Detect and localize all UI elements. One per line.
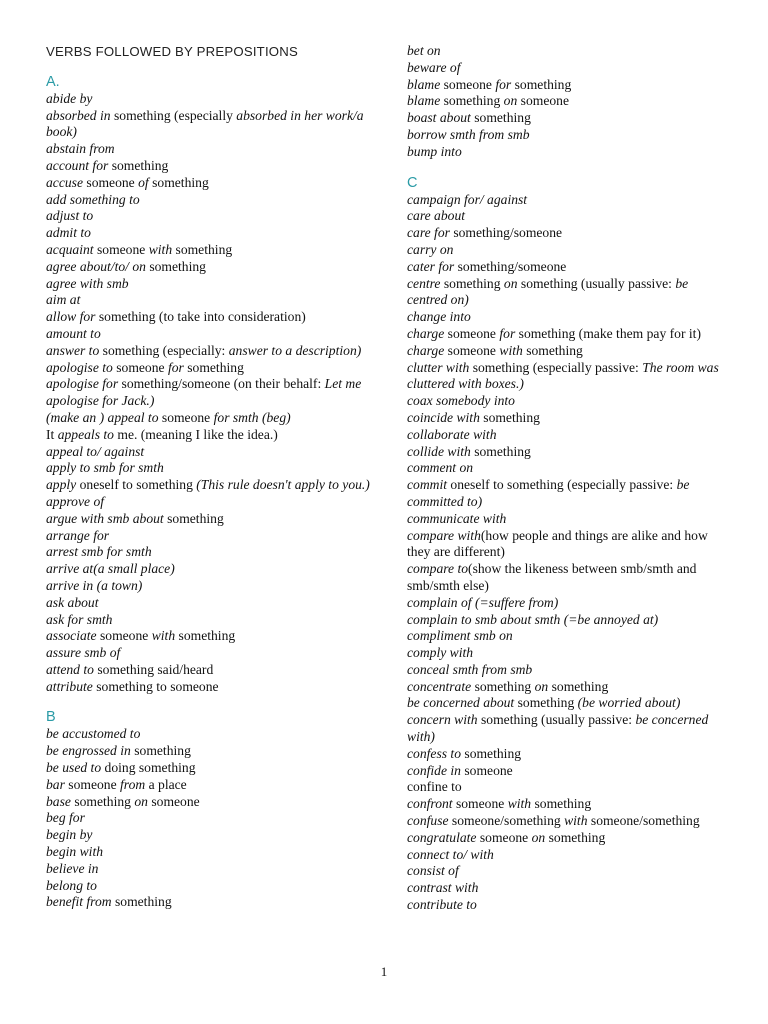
- verb-entry: [46, 528, 376, 545]
- entry-verb-phrase: be concerned with): [407, 712, 709, 745]
- verb-entry: [46, 175, 376, 192]
- entry-verb-phrase: for smth (beg): [213, 409, 291, 425]
- entry-verb-phrase: allow for: [46, 309, 96, 325]
- entry-text: someone: [440, 76, 496, 92]
- entry-text: something (especially passive:: [469, 359, 643, 375]
- entry-verb-phrase: arrive at(a small place): [46, 561, 175, 577]
- entry-verb-phrase: (make an ) appeal to: [46, 409, 159, 425]
- entry-verb-phrase: be accustomed to: [46, 726, 141, 742]
- verb-entry: [407, 679, 725, 696]
- entry-verb-phrase: comply with: [407, 645, 474, 661]
- entry-verb-phrase: care for: [407, 225, 450, 241]
- page-title: VERBS FOLLOWED BY PREPOSITIONS: [46, 44, 298, 59]
- verb-entry: [46, 612, 376, 629]
- entry-text: someone/something: [587, 813, 700, 829]
- entry-verb-phrase: belong to: [46, 877, 97, 893]
- entry-text: It: [46, 426, 58, 442]
- entry-verb-phrase: concentrate: [407, 678, 472, 694]
- verb-entry: [46, 292, 376, 309]
- entry-verb-phrase: compare with: [407, 527, 481, 543]
- entry-text: something: [479, 409, 540, 425]
- entry-text: something: [470, 443, 531, 459]
- verb-entry: [46, 561, 376, 578]
- verb-entry: [46, 309, 376, 326]
- entry-verb-phrase: ask about: [46, 594, 99, 610]
- entry-text: something: [522, 342, 583, 358]
- entry-verb-phrase: benefit from: [46, 894, 112, 910]
- entry-text: something: [163, 510, 224, 526]
- entry-verb-phrase: centre: [407, 275, 441, 291]
- section-heading: B: [46, 709, 56, 726]
- verb-entry: [46, 544, 376, 561]
- entry-text: someone: [517, 93, 569, 109]
- entry-verb-phrase: complain to smb about smth (=be annoyed at): [407, 611, 659, 627]
- entry-text: someone: [476, 829, 532, 845]
- entry-text: something: [545, 829, 606, 845]
- entry-verb-phrase: absorbed in her work/a book): [46, 107, 364, 140]
- verb-entry: [46, 460, 376, 477]
- entry-verb-phrase: base: [46, 793, 71, 809]
- verb-entry: [407, 695, 725, 712]
- verb-entry: [407, 192, 725, 209]
- entry-verb-phrase: confess to: [407, 745, 461, 761]
- entry-verb-phrase: be committed to): [407, 477, 690, 509]
- entry-verb-phrase: coincide with: [407, 409, 480, 425]
- verb-entry: [407, 393, 725, 410]
- section-heading: C: [407, 174, 418, 191]
- entry-verb-phrase: agree with smb: [46, 275, 129, 291]
- entry-text: someone: [452, 796, 508, 812]
- entry-verb-phrase: congratulate: [407, 829, 477, 845]
- entry-verb-phrase: conceal smth from smb: [407, 661, 533, 677]
- entry-text: something (especially:: [99, 342, 229, 358]
- entry-text: someone: [64, 776, 121, 792]
- entry-text: someone: [147, 793, 200, 809]
- verb-entry: [407, 477, 725, 511]
- entry-verb-phrase: approve of: [46, 493, 105, 509]
- verb-entry: [46, 595, 376, 612]
- entry-verb-phrase: believe in: [46, 860, 99, 876]
- entry-text: something: [511, 76, 572, 92]
- entry-verb-phrase: argue with smb about: [46, 510, 164, 526]
- entry-verb-phrase: for: [495, 76, 512, 92]
- verb-entry: [407, 897, 725, 914]
- verb-entry: [407, 309, 725, 326]
- entry-verb-phrase: campaign for/ against: [407, 191, 528, 207]
- verb-entry: [46, 276, 376, 293]
- entry-text: something: [175, 628, 236, 644]
- entry-text: something (usually passive:: [477, 712, 636, 728]
- entry-verb-phrase: ask for smth: [46, 611, 113, 627]
- entry-text: someone: [444, 342, 500, 358]
- verb-entry: [46, 326, 376, 343]
- entry-verb-phrase: with: [151, 628, 176, 644]
- entry-text: something/someone: [454, 258, 567, 274]
- entry-text: someone: [112, 359, 168, 375]
- entry-verb-phrase: add something to: [46, 191, 140, 207]
- verb-entry: [46, 242, 376, 259]
- verb-entry: [407, 360, 725, 394]
- verb-entry: [46, 760, 376, 777]
- entry-text: something: [130, 743, 191, 759]
- entry-verb-phrase: appeals to: [57, 426, 114, 442]
- verb-entry: [46, 511, 376, 528]
- entry-text: something: [145, 258, 206, 274]
- right-column: [407, 43, 725, 914]
- verb-entry: [407, 326, 725, 343]
- entry-text: doing something: [101, 760, 196, 776]
- entry-text: something (to take into consideration): [95, 309, 306, 325]
- entry-verb-phrase: with: [507, 796, 532, 812]
- entry-verb-phrase: change into: [407, 309, 471, 325]
- verb-entry: [407, 144, 725, 161]
- entry-verb-phrase: attribute: [46, 678, 93, 694]
- entry-text: something/someone (on their behalf:: [118, 376, 325, 392]
- verb-entry: [46, 376, 376, 410]
- entry-verb-phrase: be centred on): [407, 275, 689, 308]
- entry-verb-phrase: cater for: [407, 258, 455, 274]
- verb-entry: [407, 813, 725, 830]
- entry-text: something: [531, 796, 592, 812]
- entry-verb-phrase: connect to/ with: [407, 846, 494, 862]
- verb-entry: [46, 158, 376, 175]
- entry-text: someone: [83, 174, 139, 190]
- entry-verb-phrase: apply to smb for smth: [46, 460, 164, 476]
- verb-entry: [46, 91, 376, 108]
- entry-text: something (usually passive:: [517, 275, 676, 291]
- entry-text: something: [108, 157, 169, 173]
- verb-entry: [407, 127, 725, 144]
- verb-entry: [407, 880, 725, 897]
- entry-text: something: [183, 359, 244, 375]
- entry-verb-phrase: attend to: [46, 661, 94, 677]
- entry-verb-phrase: assure smb of: [46, 645, 121, 661]
- entry-verb-phrase: acquaint: [46, 241, 94, 257]
- verb-entry: [407, 528, 725, 562]
- entry-verb-phrase: confide in: [407, 762, 461, 778]
- entry-verb-phrase: be used to: [46, 760, 102, 776]
- verb-entry: [407, 796, 725, 813]
- entry-verb-phrase: with: [148, 241, 173, 257]
- entry-text: someone: [444, 325, 500, 341]
- entry-verb-phrase: admit to: [46, 225, 91, 241]
- entry-verb-phrase: (be worried about): [577, 695, 681, 711]
- verb-entry: [407, 645, 725, 662]
- entry-verb-phrase: with: [499, 342, 523, 358]
- entry-verb-phrase: charge: [407, 325, 445, 341]
- verb-entry: [46, 343, 376, 360]
- entry-verb-phrase: carry on: [407, 241, 454, 257]
- entry-text: oneself to something: [76, 477, 197, 493]
- entry-text: something: [70, 793, 135, 809]
- verb-entry: [407, 110, 725, 127]
- section-heading: A.: [46, 73, 60, 90]
- entry-verb-phrase: with: [564, 813, 588, 829]
- verb-entry: [407, 225, 725, 242]
- verb-entry: [46, 259, 376, 276]
- verb-entry: [407, 612, 725, 629]
- entry-verb-phrase: care about: [407, 208, 466, 224]
- verb-entry: [46, 844, 376, 861]
- verb-entry: [407, 43, 725, 60]
- entry-text: someone: [460, 762, 513, 778]
- verb-entry: [46, 827, 376, 844]
- entry-verb-phrase: for: [499, 325, 516, 341]
- entry-text: something: [172, 241, 233, 257]
- entry-verb-phrase: beware of: [407, 59, 461, 75]
- verb-entry: [46, 477, 376, 494]
- entry-text: something: [461, 745, 522, 761]
- entry-verb-phrase: contribute to: [407, 897, 477, 913]
- entry-verb-phrase: on: [503, 93, 518, 109]
- entry-verb-phrase: commit: [407, 477, 448, 493]
- entry-text: a place: [145, 776, 187, 792]
- entry-verb-phrase: abstain from: [46, 141, 115, 157]
- entry-verb-phrase: compliment smb on: [407, 628, 513, 644]
- verb-entry: [407, 595, 725, 612]
- entry-verb-phrase: answer to: [46, 342, 100, 358]
- entry-verb-phrase: adjust to: [46, 208, 94, 224]
- verb-entry: [46, 192, 376, 209]
- entry-verb-phrase: concern with: [407, 712, 478, 728]
- verb-entry: [407, 60, 725, 77]
- entry-text: something: [148, 174, 209, 190]
- verb-entry: [46, 360, 376, 377]
- entry-verb-phrase: charge: [407, 342, 445, 358]
- verb-entry: [46, 427, 376, 444]
- verb-entry: [407, 847, 725, 864]
- entry-verb-phrase: amount to: [46, 325, 101, 341]
- entry-verb-phrase: absorbed in: [46, 107, 111, 123]
- verb-entry: [407, 93, 725, 110]
- entry-verb-phrase: The room was cluttered with boxes.): [407, 359, 719, 392]
- verb-entry: [46, 679, 376, 696]
- verb-entry: [407, 746, 725, 763]
- entry-text: (show the likeness between smb/smth and smb/smth else): [407, 561, 697, 593]
- entry-text: (how people and things are alike and how they are different): [407, 527, 708, 560]
- entry-verb-phrase: collide with: [407, 443, 471, 459]
- entry-verb-phrase: apply: [46, 477, 77, 493]
- entry-text: something: [470, 110, 531, 126]
- verb-entry: [407, 863, 725, 880]
- entry-text: something (especially: [110, 107, 237, 123]
- entry-text: someone: [158, 409, 214, 425]
- verb-entry: [407, 242, 725, 259]
- entry-verb-phrase: bet on: [407, 43, 441, 58]
- entry-verb-phrase: abide by: [46, 90, 93, 106]
- entry-verb-phrase: boast about: [407, 110, 471, 126]
- verb-entry: [407, 427, 725, 444]
- verb-entry: [407, 511, 725, 528]
- entry-text: something to someone: [92, 678, 219, 694]
- verb-entry: [46, 662, 376, 679]
- verb-entry: [46, 794, 376, 811]
- entry-verb-phrase: arrest smb for smth: [46, 544, 152, 560]
- entry-text: someone: [93, 241, 149, 257]
- entry-verb-phrase: communicate with: [407, 510, 507, 526]
- verb-entry: [46, 894, 376, 911]
- entry-verb-phrase: of: [138, 174, 149, 190]
- entry-verb-phrase: borrow smth from smb: [407, 126, 530, 142]
- entry-verb-phrase: on: [503, 275, 518, 291]
- entry-text: something: [514, 695, 578, 711]
- verb-entry: [46, 410, 376, 427]
- entry-verb-phrase: complain of (=suffere from): [407, 594, 559, 610]
- entry-verb-phrase: contrast with: [407, 880, 479, 896]
- verb-entry: [407, 276, 725, 310]
- entry-verb-phrase: confuse: [407, 813, 449, 829]
- entry-verb-phrase: (This rule doesn't apply to you.): [196, 477, 370, 493]
- verb-entry: [407, 208, 725, 225]
- entry-verb-phrase: Let me apologise for Jack.): [46, 376, 362, 409]
- verb-entry: [46, 777, 376, 794]
- verb-entry: [407, 779, 725, 796]
- entry-verb-phrase: blame: [407, 93, 441, 109]
- entry-verb-phrase: on: [134, 793, 148, 809]
- verb-entry: [407, 259, 725, 276]
- entry-text: something/someone: [449, 225, 563, 241]
- verb-entry: [46, 878, 376, 895]
- verb-entry: [46, 743, 376, 760]
- verb-entry: [46, 628, 376, 645]
- verb-entry: [407, 460, 725, 477]
- verb-entry: [46, 494, 376, 511]
- entry-text: something: [548, 678, 609, 694]
- entry-verb-phrase: beg for: [46, 810, 85, 826]
- verb-entry: [407, 712, 725, 746]
- verb-entry: [407, 628, 725, 645]
- entry-verb-phrase: coax somebody into: [407, 393, 515, 409]
- verb-entry: [46, 108, 376, 142]
- entry-verb-phrase: apologise to: [46, 359, 113, 375]
- entry-verb-phrase: on: [531, 829, 546, 845]
- entry-verb-phrase: on: [534, 678, 549, 694]
- verb-entry: [46, 645, 376, 662]
- verb-entry: [407, 444, 725, 461]
- entry-verb-phrase: aim at: [46, 292, 81, 308]
- verb-entry: [46, 141, 376, 158]
- verb-entry: [46, 208, 376, 225]
- verb-entry: [46, 578, 376, 595]
- entry-text: something: [440, 275, 504, 291]
- entry-verb-phrase: arrange for: [46, 527, 110, 543]
- verb-entry: [407, 830, 725, 847]
- entry-verb-phrase: collaborate with: [407, 426, 497, 442]
- entry-verb-phrase: bump into: [407, 143, 462, 159]
- entry-text: someone/something: [448, 813, 565, 829]
- entry-verb-phrase: accuse: [46, 174, 83, 190]
- entry-verb-phrase: clutter with: [407, 359, 470, 375]
- entry-verb-phrase: for: [167, 359, 184, 375]
- entry-verb-phrase: associate: [46, 628, 97, 644]
- verb-entry: [46, 444, 376, 461]
- entry-text: me. (meaning I like the idea.): [113, 426, 278, 442]
- entry-verb-phrase: appeal to/ against: [46, 443, 145, 459]
- entry-verb-phrase: comment on: [407, 460, 474, 476]
- entry-verb-phrase: confront: [407, 796, 453, 812]
- verb-entry: [407, 77, 725, 94]
- verb-entry: [407, 561, 725, 595]
- entry-verb-phrase: account for: [46, 157, 109, 173]
- verb-entry: [407, 763, 725, 780]
- page-number: 1: [380, 964, 388, 979]
- entry-text: something said/heard: [93, 661, 214, 677]
- entry-text: oneself to something (especially passive:: [447, 477, 677, 493]
- verb-entry: [46, 726, 376, 743]
- entry-verb-phrase: arrive in (a town): [46, 577, 143, 593]
- entry-verb-phrase: blame: [407, 76, 441, 92]
- entry-text: confine to: [407, 779, 462, 795]
- entry-verb-phrase: begin by: [46, 827, 93, 843]
- entry-verb-phrase: be engrossed in: [46, 743, 131, 759]
- entry-verb-phrase: be concerned about: [407, 695, 515, 711]
- entry-verb-phrase: apologise for: [46, 376, 119, 392]
- entry-verb-phrase: consist of: [407, 863, 459, 879]
- entry-verb-phrase: agree about/to/ on: [46, 258, 146, 274]
- entry-verb-phrase: bar: [46, 776, 65, 792]
- verb-entry: [46, 225, 376, 242]
- entry-text: something: [111, 894, 172, 910]
- verb-entry: [46, 861, 376, 878]
- entry-text: something (make them pay for it): [515, 325, 701, 341]
- verb-entry: [407, 343, 725, 360]
- verb-entry: [407, 662, 725, 679]
- entry-verb-phrase: from: [120, 776, 146, 792]
- entry-verb-phrase: compare to: [407, 561, 469, 577]
- entry-text: something: [471, 678, 535, 694]
- verb-entry: [46, 810, 376, 827]
- entry-text: something: [440, 93, 504, 109]
- entry-verb-phrase: answer to a description): [228, 342, 362, 358]
- verb-entry: [407, 410, 725, 427]
- entry-text: someone: [96, 628, 152, 644]
- entry-verb-phrase: begin with: [46, 844, 104, 860]
- left-column: [46, 43, 376, 911]
